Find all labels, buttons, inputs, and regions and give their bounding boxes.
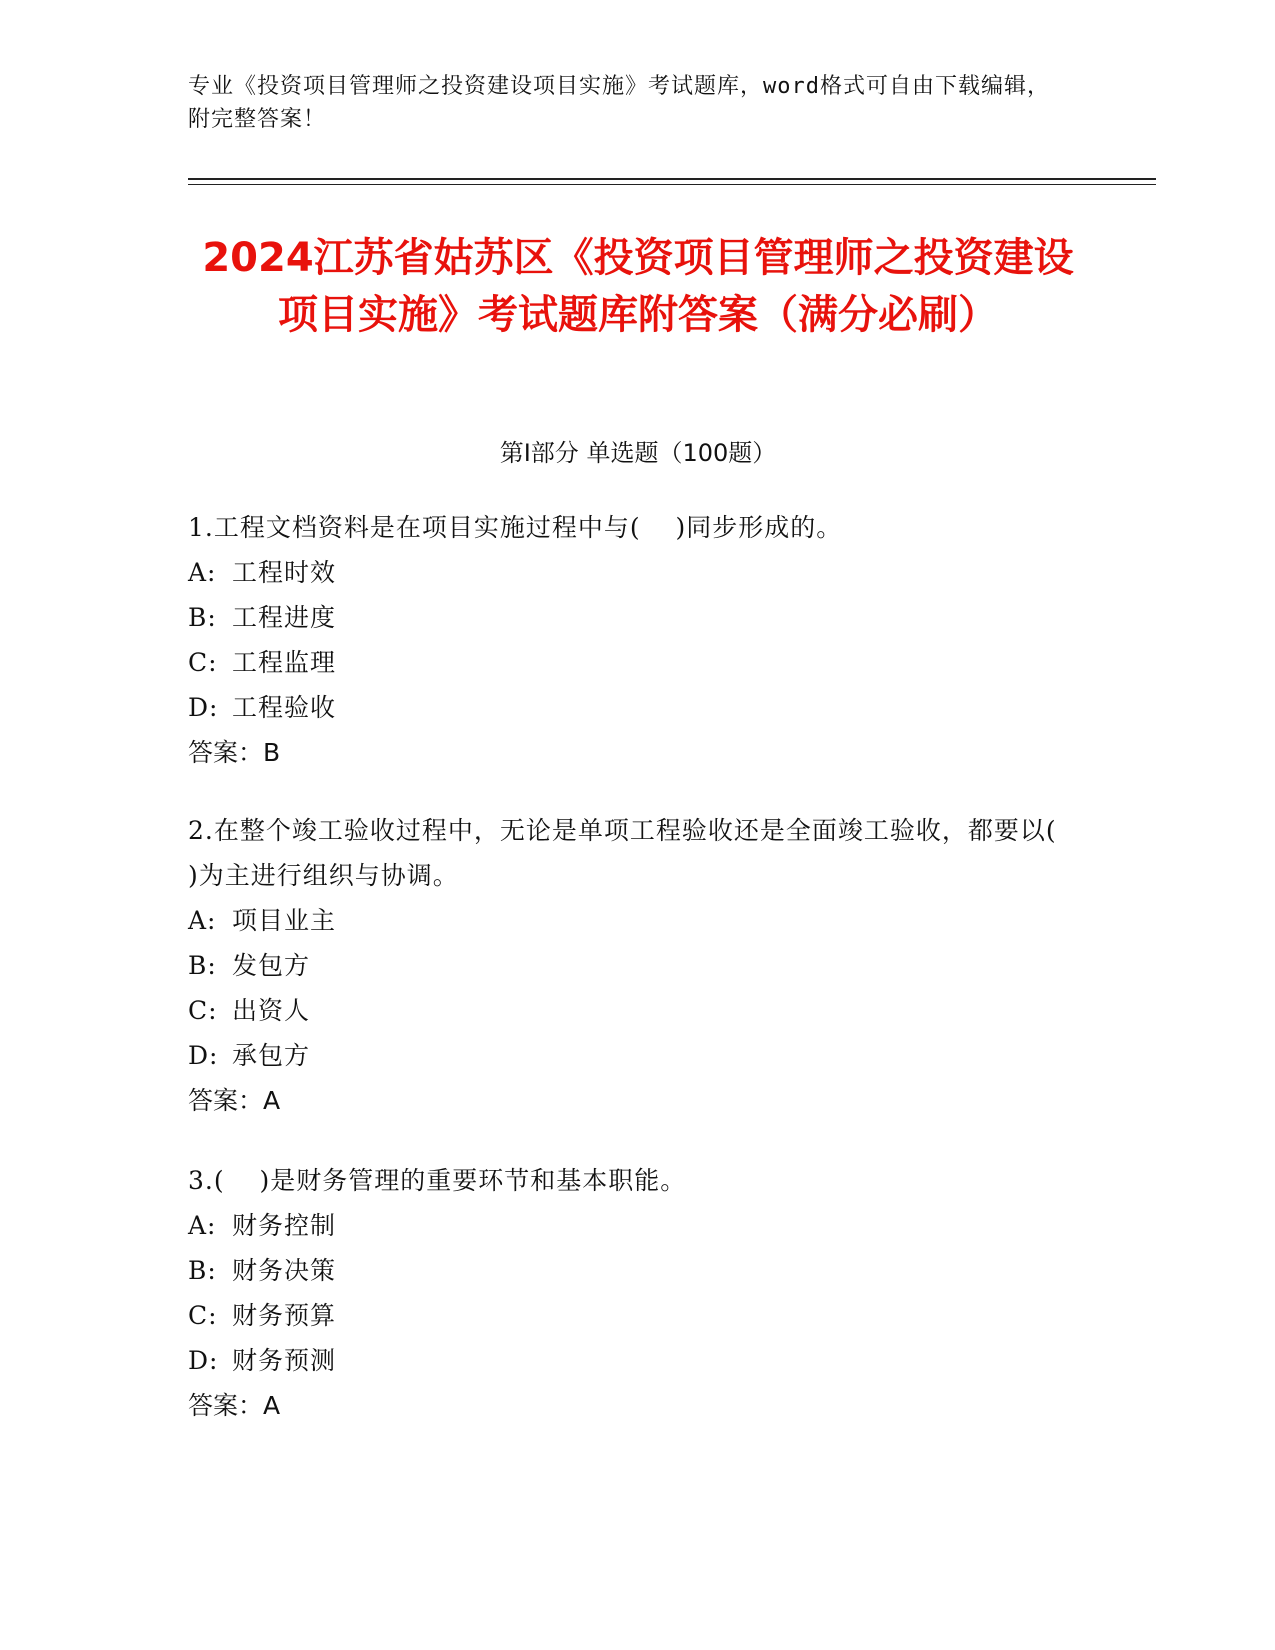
option-c [188, 988, 1088, 1033]
option-c [188, 1293, 1088, 1338]
option-text: 财务控制 [232, 1211, 337, 1240]
option-a [188, 1203, 1088, 1248]
option-text: 工程进度 [232, 603, 337, 632]
question-stem: 2.在整个竣工验收过程中，无论是单项工程验收还是全面竣工验收，都要以( )为主进行组织与协调。 [188, 816, 1092, 890]
option-key: D: [188, 1346, 219, 1375]
option-text: 财务预测 [232, 1346, 337, 1375]
option-text: 发包方 [232, 951, 311, 980]
question-stem: 3.( )是财务管理的重要环节和基本职能。 [188, 1166, 687, 1195]
header-note: 专业《投资项目管理师之投资建设项目实施》考试题库，word格式可自由下载编辑，附完整答案！ [188, 74, 1050, 132]
option-text: 工程时效 [232, 558, 337, 587]
option-key: C: [188, 1301, 218, 1330]
answer-line: 答案：B [188, 738, 281, 767]
header-rule-thin [188, 184, 1156, 185]
question-block [188, 1158, 1088, 1429]
option-key: C: [188, 996, 218, 1025]
answer-line: 答案：A [188, 1086, 281, 1115]
option-c [188, 640, 1088, 685]
option-key: A: [188, 906, 217, 935]
option-text: 出资人 [232, 996, 311, 1025]
option-b [188, 1248, 1088, 1293]
option-a [188, 898, 1088, 943]
option-text: 项目业主 [232, 906, 337, 935]
option-key: A: [188, 558, 217, 587]
option-key: B: [188, 603, 217, 632]
option-text: 工程验收 [232, 693, 337, 722]
question-block [188, 505, 1088, 776]
header-rule-thick [188, 178, 1156, 180]
option-key: A: [188, 1211, 217, 1240]
option-d [188, 1338, 1088, 1383]
option-d [188, 685, 1088, 730]
option-text: 财务决策 [232, 1256, 337, 1285]
option-key: D: [188, 1041, 219, 1070]
document-title: 2024江苏省姑苏区《投资项目管理师之投资建设项目实施》考试题库附答案（满分必刷） [202, 235, 1074, 338]
option-d [188, 1033, 1088, 1078]
option-text: 承包方 [232, 1041, 311, 1070]
question-stem: 1.工程文档资料是在项目实施过程中与( )同步形成的。 [188, 513, 843, 542]
option-key: B: [188, 1256, 217, 1285]
option-key: C: [188, 648, 218, 677]
question-block [188, 808, 1092, 1124]
option-key: B: [188, 951, 217, 980]
option-key: D: [188, 693, 219, 722]
option-b [188, 595, 1088, 640]
option-text: 财务预算 [232, 1301, 337, 1330]
option-a [188, 550, 1088, 595]
section-heading: 第Ⅰ部分 单选题（100题） [499, 439, 777, 467]
answer-line: 答案：A [188, 1391, 281, 1420]
option-text: 工程监理 [232, 648, 337, 677]
option-b [188, 943, 1088, 988]
